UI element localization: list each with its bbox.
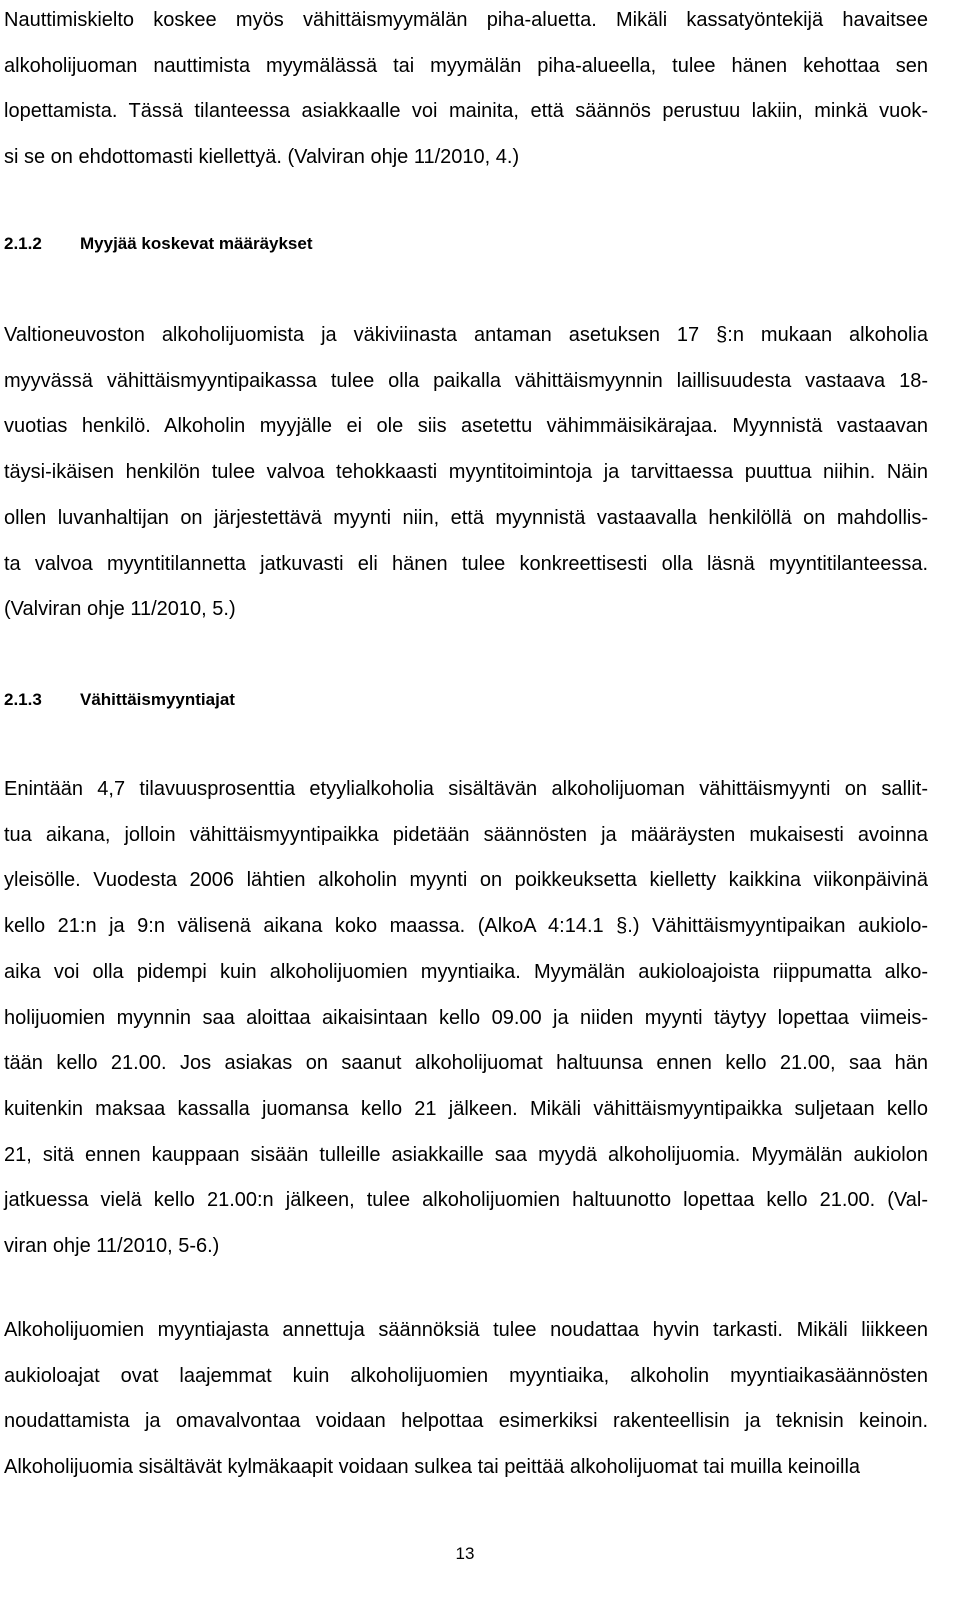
text-line: täysi-ikäisen henkilön tulee valvoa tehokkaasti myyntitoimintoja ja tarvittaessa puuttua niihin. Näin bbox=[4, 461, 928, 484]
text-line: aika voi olla pidempi kuin alkoholijuomien myyntiaika. Myymälän aukioloajoista riippumatta alko- bbox=[4, 960, 928, 983]
text-line: lopettamista. Tässä tilanteessa asiakkaalle voi mainita, että säännös perustuu lakiin, minkä vuok- bbox=[4, 100, 928, 123]
text-line: ta valvoa myyntitilannetta jatkuvasti eli hänen tulee konkreettisesti olla läsnä myyntitilanteessa. bbox=[4, 552, 928, 575]
paragraph-seller-rules bbox=[4, 313, 928, 633]
text-line: Valtioneuvoston alkoholijuomista ja väkiviinasta antaman asetuksen 17 §:n mukaan alkoholia bbox=[4, 324, 928, 346]
text-line: kello 21:n ja 9:n välisenä aikana koko maassa. (AlkoA 4:14.1 §.) Vähittäismyyntipaikan aukiolo- bbox=[4, 915, 928, 938]
text-line: ollen luvanhaltijan on järjestettävä myynti niin, että myynnistä vastaavalla henkilöllä on mahdollis- bbox=[4, 506, 928, 529]
text-line: Enintään 4,7 tilavuusprosenttia etyylialkoholia sisältävän alkoholijuoman vähittäismyynti on sallit- bbox=[4, 778, 928, 800]
text-line: noudattamista ja omavalvontaa voidaan helpottaa esimerkiksi rakenteellisin ja teknisin keinoin. bbox=[4, 1410, 928, 1433]
section-title: Myyjää koskevat määräykset bbox=[80, 234, 313, 253]
text-line: jatkuessa vielä kello 21.00:n jälkeen, tulee alkoholijuomien haltuunotto lopettaa kello 21.00. (Val- bbox=[4, 1189, 928, 1212]
section-heading-2-1-2 bbox=[4, 221, 313, 267]
paragraph-sales-hours bbox=[4, 767, 928, 1270]
text-line: aukioloajat ovat laajemmat kuin alkoholijuomien myyntiaika, alkoholin myyntiaikasäännösten bbox=[4, 1364, 928, 1387]
text-line: viran ohje 11/2010, 5-6.) bbox=[4, 1235, 220, 1258]
section-number: 2.1.2 bbox=[4, 234, 42, 253]
text-line: si se on ehdottomasti kiellettyä. (Valviran ohje 11/2010, 4.) bbox=[4, 146, 520, 169]
section-heading-2-1-3 bbox=[4, 677, 235, 723]
text-line: holijuomien myynnin saa aloittaa aikaisintaan kello 09.00 ja niiden myynti täytyy lopettaa viimeis- bbox=[4, 1006, 928, 1029]
text-line: tua aikana, jolloin vähittäismyyntipaikka pidetään säännösten ja määräysten mukaisesti avoinna bbox=[4, 823, 928, 846]
text-line: vuotias henkilö. Alkoholin myyjälle ei ole siis asetettu vähimmäisikärajaa. Myynnistä vastaavan bbox=[4, 415, 928, 438]
text-line: alkoholijuoman nauttimista myymälässä tai myymälän piha-alueella, tulee hänen kehottaa sen bbox=[4, 54, 928, 77]
paragraph-compliance bbox=[4, 1308, 928, 1491]
text-line: 21, sitä ennen kauppaan sisään tulleille asiakkaille saa myydä alkoholijuomia. Myymälän aukiolon bbox=[4, 1143, 928, 1166]
text-line: kuitenkin maksaa kassalla juomansa kello 21 jälkeen. Mikäli vähittäismyyntipaikka suljetaan kello bbox=[4, 1097, 928, 1120]
text-line: Alkoholijuomia sisältävät kylmäkaapit voidaan sulkea tai peittää alkoholijuomat tai muilla keinoilla bbox=[4, 1456, 861, 1479]
text-line: (Valviran ohje 11/2010, 5.) bbox=[4, 598, 236, 621]
paragraph-intro bbox=[4, 0, 928, 181]
text-line: yleisölle. Vuodesta 2006 lähtien alkoholin myynti on poikkeuksetta kielletty kaikkina viikonpäivinä bbox=[4, 869, 928, 892]
section-title: Vähittäismyyntiajat bbox=[80, 690, 235, 709]
section-number: 2.1.3 bbox=[4, 690, 42, 709]
page-number: 13 bbox=[455, 1544, 475, 1563]
text-line: Alkoholijuomien myyntiajasta annettuja säännöksiä tulee noudattaa hyvin tarkasti. Mikäli liikkeen bbox=[4, 1319, 928, 1341]
text-line: tään kello 21.00. Jos asiakas on saanut alkoholijuomat haltuunsa ennen kello 21.00, saa hän bbox=[4, 1052, 928, 1075]
text-line: myyvässä vähittäismyyntipaikassa tulee olla paikalla vähittäismyynnin laillisuudesta vastaava 18- bbox=[4, 369, 928, 392]
text-line: Nauttimiskielto koskee myös vähittäismyymälän piha-aluetta. Mikäli kassatyöntekijä havaitsee bbox=[4, 9, 928, 31]
